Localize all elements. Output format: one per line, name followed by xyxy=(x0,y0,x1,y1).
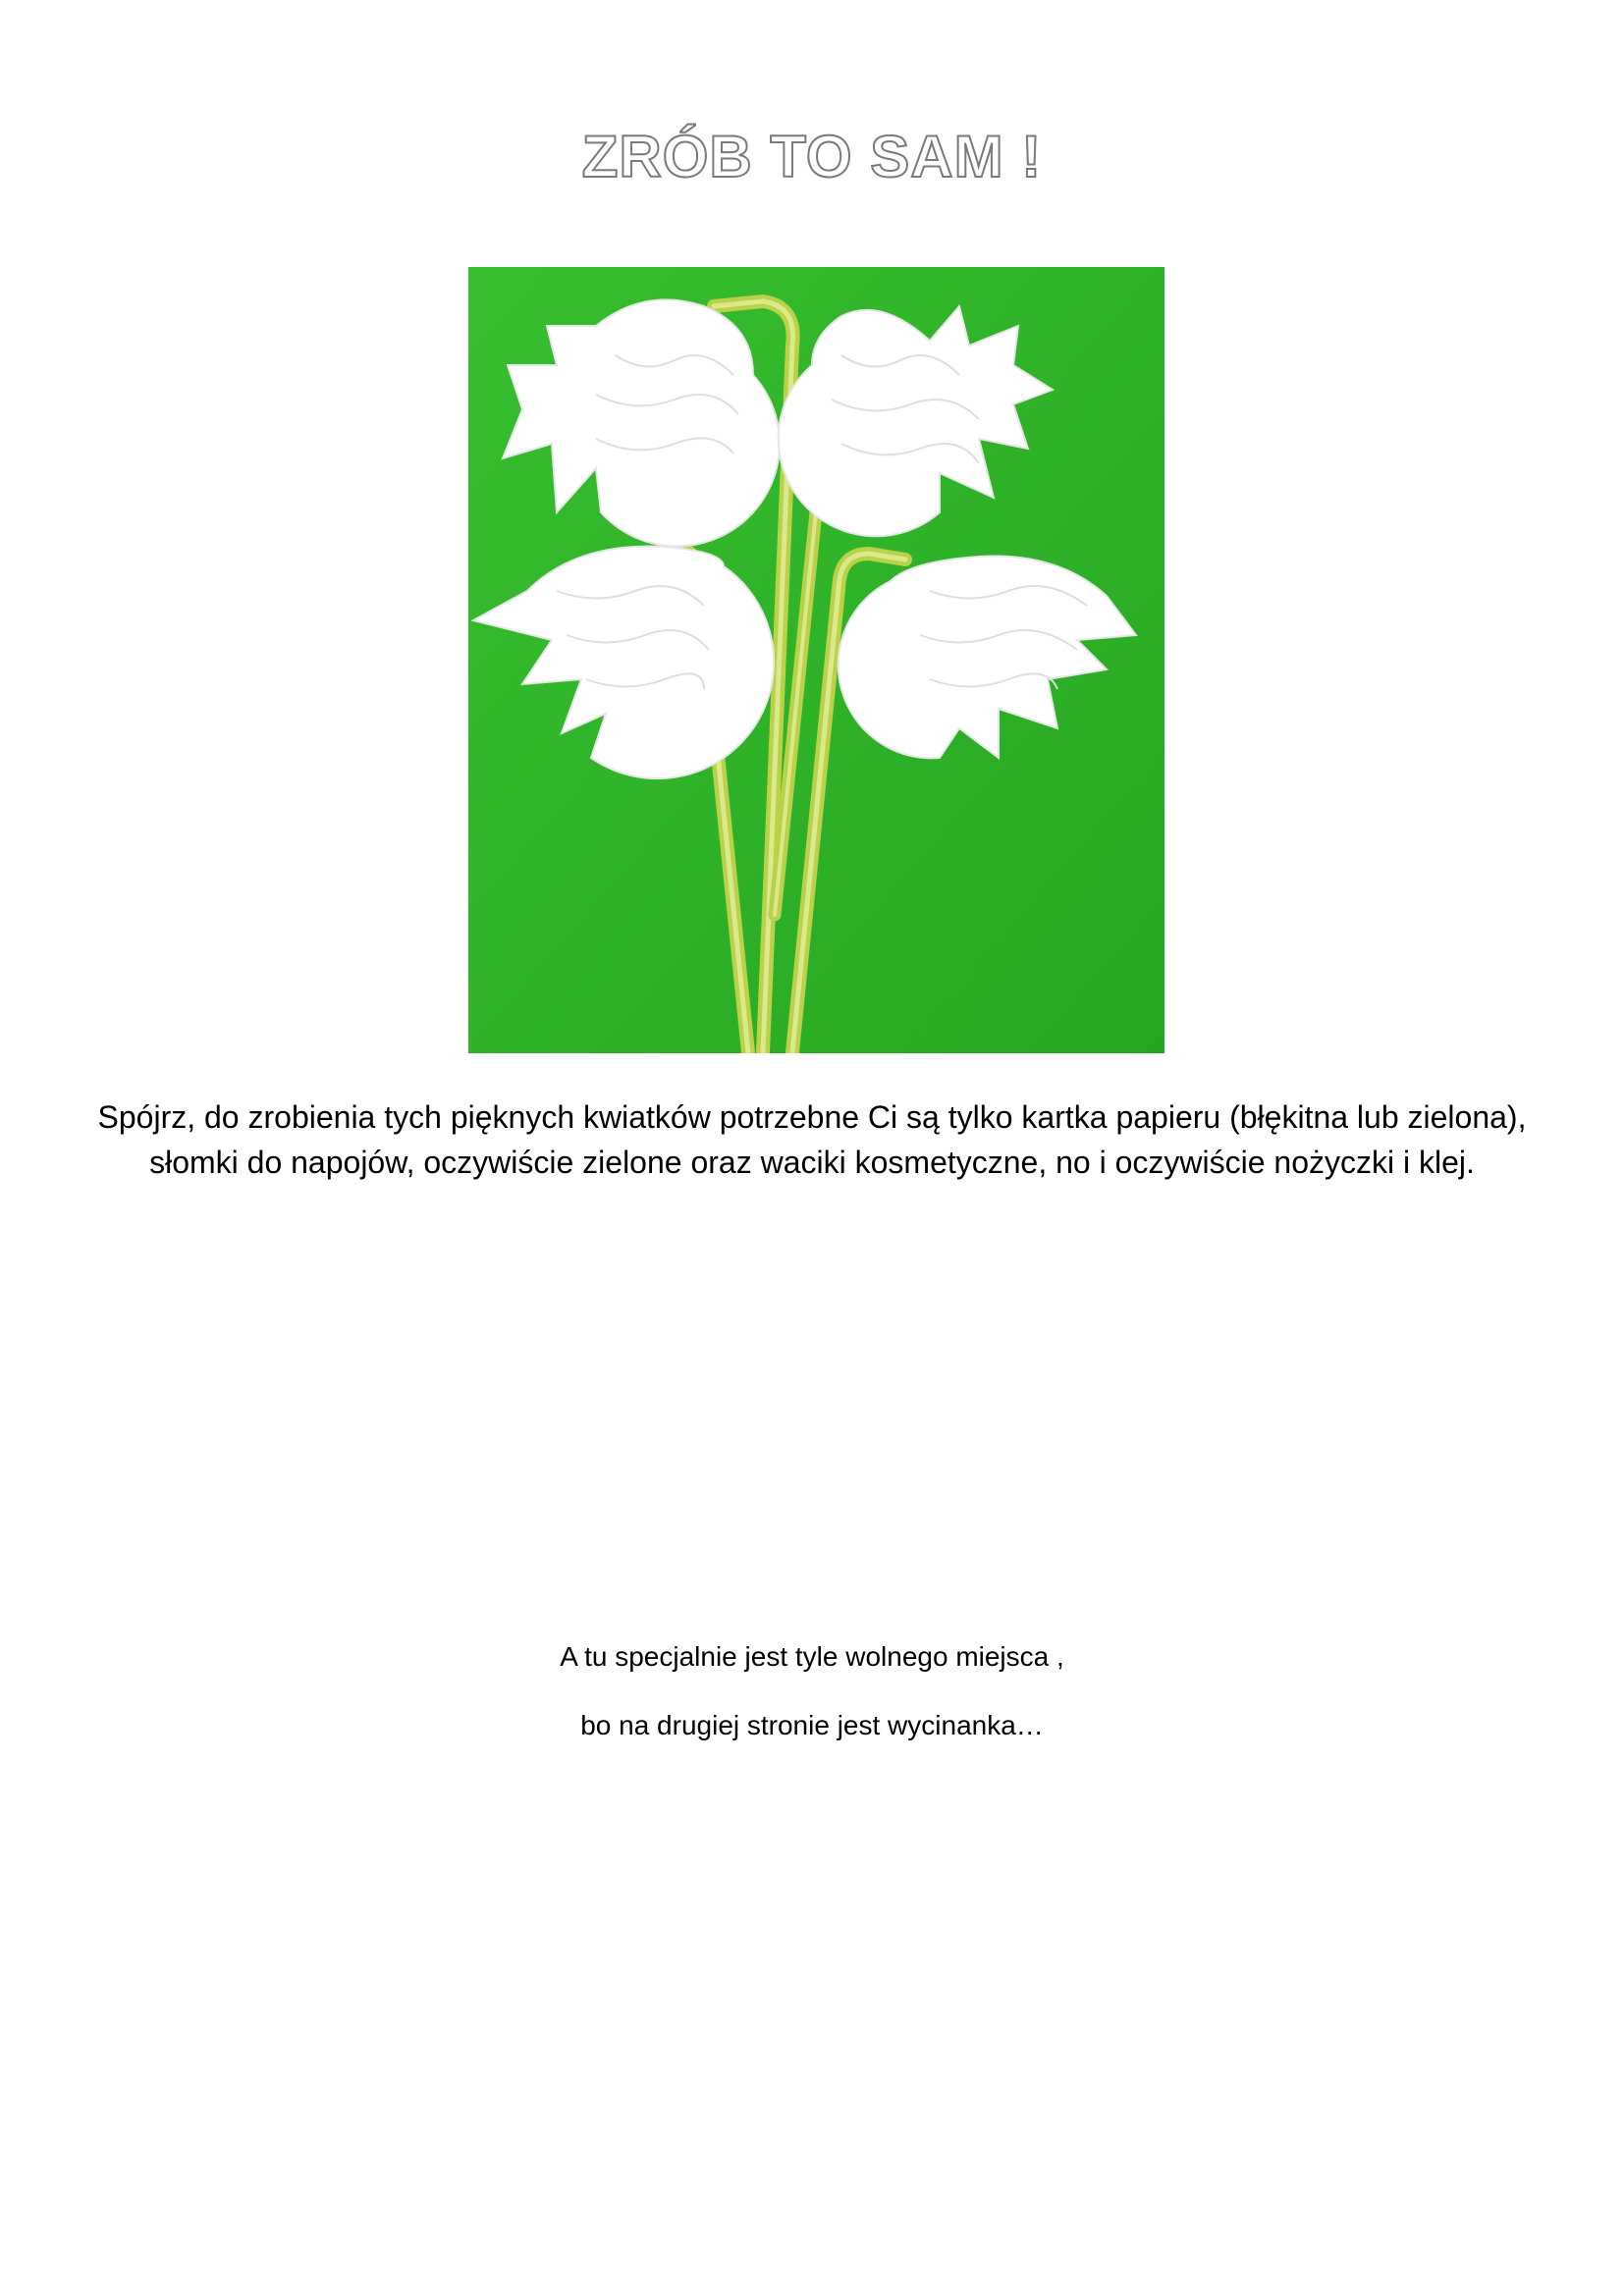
note-line-2: bo na drugiej stronie jest wycinanka… xyxy=(580,1710,1044,1740)
page-title: ZRÓB TO SAM ! xyxy=(581,124,1043,189)
flower-craft-photo xyxy=(468,267,1164,1053)
intro-paragraph: Spójrz, do zrobienia tych pięknych kwiatków potrzebne Ci są tylko kartka papieru (błękitna lub zielona), słomki do napojów, oczywiście zielone oraz waciki kosmetyczne, no i oczywiście nożyczki i klej. xyxy=(97,1099,1527,1180)
note-line-1: A tu specjalnie jest tyle wolnego miejsca , xyxy=(560,1641,1064,1672)
